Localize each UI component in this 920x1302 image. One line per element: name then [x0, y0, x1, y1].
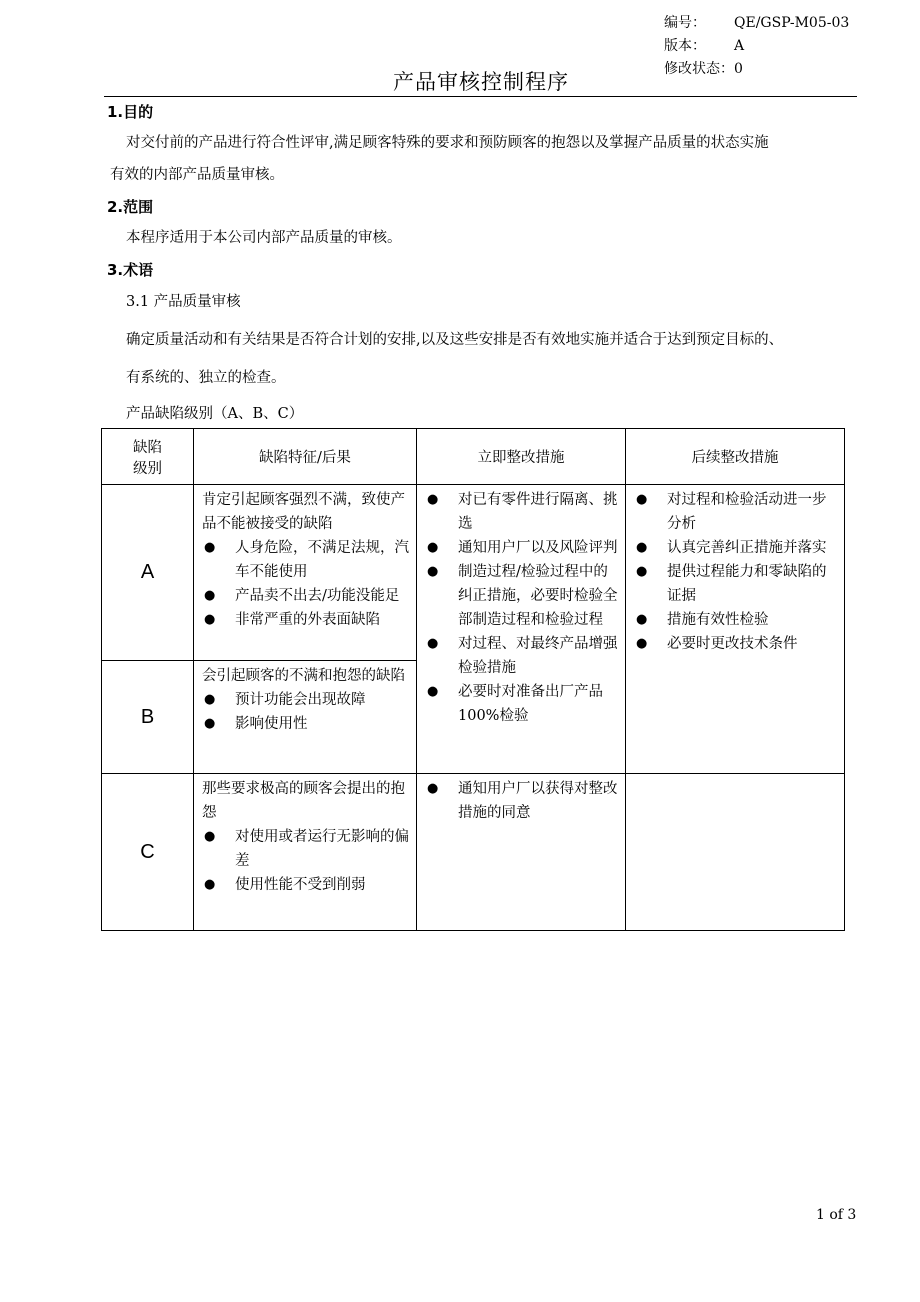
- terms-definition-1: 确定质量活动和有关结果是否符合计划的安排,以及这些安排是否有效地实施并适合于达到预定目标的、: [126, 332, 784, 348]
- terms-subheading: 3.1 产品质量审核: [126, 294, 241, 310]
- table-row: [102, 485, 845, 661]
- title-divider: [104, 96, 857, 97]
- table-caption: 产品缺陷级别（A、B、C）: [126, 406, 304, 422]
- header-followup: 后续整改措施: [626, 429, 845, 485]
- revision-label: 修改状态：: [664, 61, 734, 77]
- defect-level-table: [101, 428, 845, 931]
- level-a: A: [102, 485, 194, 661]
- followup-ab: [626, 485, 845, 774]
- followup-c: [626, 774, 845, 931]
- revision-value: 0: [734, 61, 743, 77]
- version-value: A: [734, 38, 745, 54]
- header-immediate: 立即整改措施: [417, 429, 626, 485]
- list-item: ● 必要时对准备出厂产品 100%检验: [425, 680, 619, 728]
- features-b-desc: 会引起顾客的不满和抱怨的缺陷: [202, 668, 405, 684]
- list-item: ● 使用性能不受到削弱: [202, 873, 410, 897]
- list-item: ● 预计功能会出现故障: [202, 688, 410, 712]
- list-item: ● 通知用户厂以获得对整改措施的同意: [425, 777, 619, 825]
- list-item: ● 产品卖不出去/功能没能足: [202, 584, 410, 608]
- immediate-c: [417, 774, 626, 931]
- header-level-line-2: 级别: [133, 460, 162, 477]
- features-c: [194, 774, 417, 931]
- list-item: ● 对使用或者运行无影响的偏差: [202, 825, 410, 873]
- list-item: ● 影响使用性: [202, 712, 410, 736]
- list-item: ● 制造过程/检验过程中的纠正措施，必要时检验全部制造过程和检验过程: [425, 560, 619, 632]
- list-item: ● 人身危险，不满足法规，汽车不能使用: [202, 536, 410, 584]
- table-header-row: [102, 429, 845, 485]
- features-b: [194, 661, 417, 774]
- page-title: 产品审核控制程序: [393, 70, 569, 94]
- features-c-desc: 那些要求极高的顾客会提出的抱怨: [202, 781, 405, 821]
- list-item: ● 非常严重的外表面缺陷: [202, 608, 410, 632]
- list-item: ● 对过程和检验活动进一步分析: [634, 488, 838, 536]
- level-b: B: [102, 661, 194, 774]
- level-c: C: [102, 774, 194, 931]
- list-item: ● 通知用户厂以及风险评判: [425, 536, 619, 560]
- header-level: [102, 429, 194, 485]
- terms-heading: 3.术语: [107, 261, 154, 279]
- purpose-line-2: 有效的内部产品质量审核。: [110, 167, 284, 183]
- list-item: ● 对已有零件进行隔离、挑选: [425, 488, 619, 536]
- scope-text: 本程序适用于本公司内部产品质量的审核。: [126, 230, 402, 246]
- table-row: [102, 774, 845, 931]
- code-label: 编号：: [664, 15, 706, 31]
- immediate-ab: [417, 485, 626, 774]
- list-item: ● 措施有效性检验: [634, 608, 838, 632]
- terms-definition-2: 有系统的、独立的检查。: [126, 370, 286, 386]
- purpose-line-1: 对交付前的产品进行符合性评审,满足顾客特殊的要求和预防顾客的抱怨以及掌握产品质量的状态实施: [126, 135, 769, 151]
- list-item: ● 提供过程能力和零缺陷的证据: [634, 560, 838, 608]
- page-number: 1 of 3: [816, 1207, 857, 1223]
- list-item: ● 认真完善纠正措施并落实: [634, 536, 838, 560]
- features-a-desc: 肯定引起顾客强烈不满，致使产品不能被接受的缺陷: [202, 492, 405, 532]
- header-level-line-1: 缺陷: [133, 439, 162, 456]
- list-item: ● 必要时更改技术条件: [634, 632, 838, 656]
- scope-heading: 2.范围: [107, 198, 154, 216]
- purpose-heading: 1.目的: [107, 103, 154, 121]
- features-a: [194, 485, 417, 661]
- code-value: QE/GSP-M05-03: [734, 15, 850, 31]
- header-features: 缺陷特征/后果: [194, 429, 417, 485]
- list-item: ● 对过程、对最终产品增强检验措施: [425, 632, 619, 680]
- version-label: 版本：: [664, 38, 706, 54]
